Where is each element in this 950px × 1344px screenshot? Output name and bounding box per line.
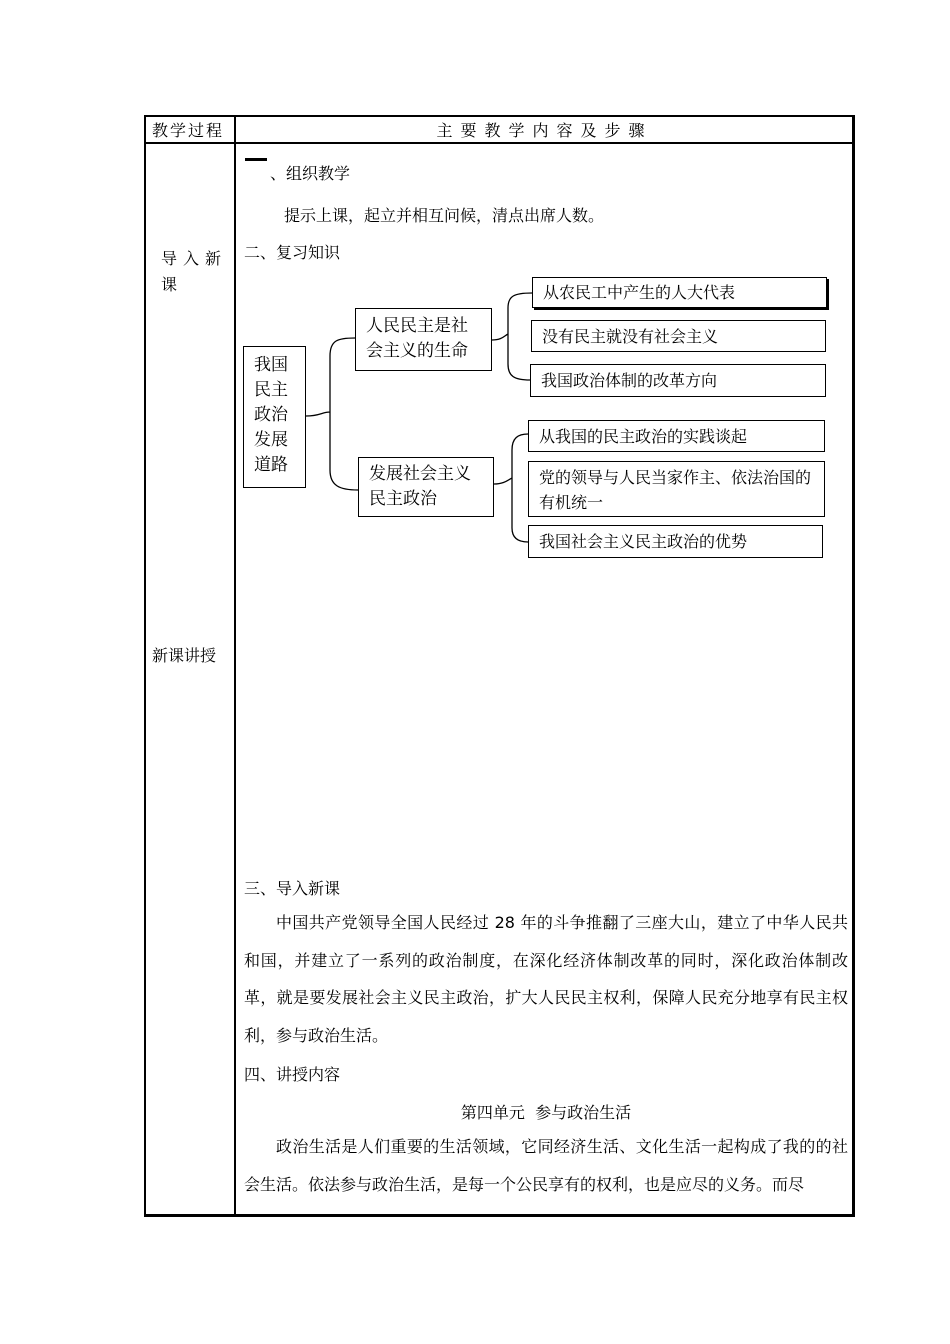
diagram-leaf-label: 党的领导与人民当家作主、依法治国的有机统一 xyxy=(539,468,812,512)
diagram-root-box xyxy=(243,346,306,488)
diagram-branch2-box xyxy=(358,457,494,517)
section-three-paragraph: 中国共产党领导全国人民经过 28 年的斗争推翻了三座大山，建立了中华人民共和国，并建立了一系列的政治制度，在深化经济体制改革的同时，深化政治体制改革，就是要发展社会主义民主政治，扩大人民民主权利，保障人民充分地享有民主权利，参与政治生活。 xyxy=(244,913,848,1045)
sidebar-lecture-label: 新课讲授 xyxy=(152,646,217,665)
diagram-branch1-box xyxy=(355,308,492,371)
diagram-leaf-box xyxy=(532,277,827,308)
diagram-leaf-label: 没有民主就没有社会主义 xyxy=(542,327,719,346)
diagram-leaf-label: 我国社会主义民主政治的优势 xyxy=(539,532,748,551)
diagram-leaf-box xyxy=(530,364,826,397)
header-main-content: 主要教学内容及步骤 xyxy=(436,121,653,140)
diagram-leaf-box xyxy=(531,320,826,352)
unit-title: 第四单元 参与政治生活 xyxy=(460,1103,632,1122)
section-one-title: 、组织教学 xyxy=(270,164,351,183)
section-four-title: 四、讲授内容 xyxy=(244,1065,341,1084)
diagram-branch1-label: 人民民主是社会主义的生命 xyxy=(366,316,468,361)
diagram-leaf-label: 我国政治体制的改革方向 xyxy=(541,371,718,390)
diagram-branch2-label: 发展社会主义民主政治 xyxy=(369,464,471,509)
diagram-leaf-label: 从农民工中产生的人大代表 xyxy=(543,283,736,302)
diagram-leaf-box xyxy=(528,420,825,452)
sidebar-intro-label: 导入新课 xyxy=(161,249,228,294)
section-one-text: 提示上课，起立并相互问候，清点出席人数。 xyxy=(284,206,605,225)
diagram-leaf-box xyxy=(528,461,825,517)
diagram-root-label: 我国民主政治发展道路 xyxy=(254,355,288,475)
header-process: 教学过程 xyxy=(152,121,225,140)
diagram-leaf-box xyxy=(528,525,823,558)
section-three-title: 三、导入新课 xyxy=(244,879,341,898)
section-four-paragraph: 政治生活是人们重要的生活领域，它同经济生活、文化生活一起构成了我的的社会生活。依法参与政治生活，是每一个公民享有的权利，也是应尽的义务。而尽 xyxy=(244,1137,848,1194)
diagram-leaf-label: 从我国的民主政治的实践谈起 xyxy=(539,427,748,446)
section-two-title: 二、复习知识 xyxy=(244,243,341,262)
